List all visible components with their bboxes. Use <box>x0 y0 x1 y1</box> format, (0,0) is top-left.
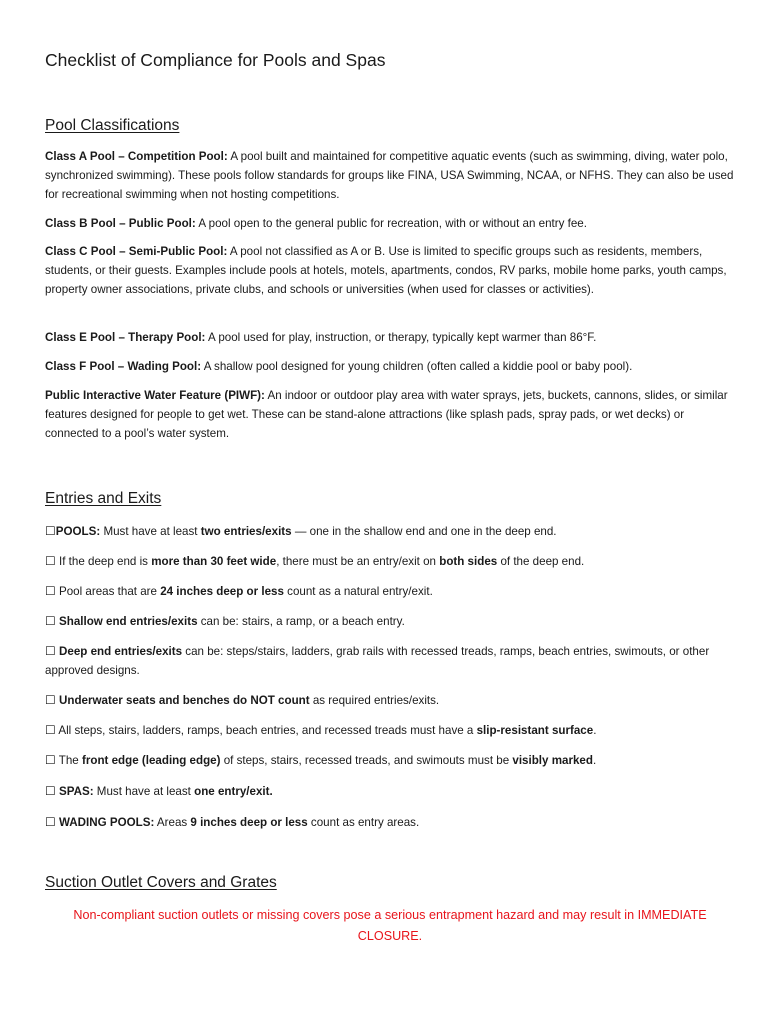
item-text: as required entries/exits. <box>309 694 440 707</box>
section-heading-pool-classifications: Pool Classifications <box>45 117 180 134</box>
checklist-item-shallow-end <box>45 612 735 631</box>
section-heading-entries-exits: Entries and Exits <box>45 490 162 507</box>
item-text: . <box>593 724 597 737</box>
checkbox-icon[interactable]: ☐ <box>45 753 56 767</box>
checklist-item-leading-edge <box>45 751 735 770</box>
item-bold-text: WADING POOLS: <box>59 816 155 829</box>
item-text: The <box>58 754 82 767</box>
classification-term: Class B Pool – Public Pool: <box>45 217 196 230</box>
closure-warning: Non-compliant suction outlets or missing covers pose a serious entrapment hazard and may result in IMMEDIATE CLOSURE. <box>73 908 707 943</box>
item-bold-text: two entries/exits <box>200 525 292 538</box>
item-bold-text: one entry/exit. <box>194 785 273 798</box>
section-heading-suction-outlets: Suction Outlet Covers and Grates <box>45 874 277 891</box>
item-bold-text: Deep end entries/exits <box>59 645 183 658</box>
item-bold-text: POOLS: <box>55 525 101 538</box>
classification-description: A pool built and maintained for competitive aquatic events (such as swimming, diving, water polo, synchronized swimming). These pools follow standards for groups like FINA, USA Swimming, NCAA, or NFHS. They can also be used for recreational swimming when not hosting competitions. <box>45 150 734 201</box>
checkbox-icon[interactable]: ☐ <box>45 524 56 538</box>
classification-class-f <box>45 357 735 376</box>
item-text: Must have at least <box>93 785 195 798</box>
classification-description: A pool open to the general public for recreation, with or without an entry fee. <box>198 217 587 230</box>
checklist-item-wading-pools <box>45 813 735 832</box>
item-text: Must have at least <box>100 525 201 538</box>
item-bold-text: more than 30 feet wide <box>151 555 277 568</box>
item-bold-text: both sides <box>439 555 498 568</box>
item-text: count as entry areas. <box>307 816 420 829</box>
checklist-item-deep-end-width <box>45 552 735 571</box>
checkbox-icon[interactable]: ☐ <box>45 784 56 798</box>
checklist-item-slip-resistant <box>45 721 735 740</box>
item-text: . <box>592 754 597 767</box>
checklist-item-underwater-seats <box>45 691 735 710</box>
checkbox-icon[interactable]: ☐ <box>45 584 56 598</box>
item-bold-text: visibly marked <box>512 754 593 767</box>
checkbox-icon[interactable]: ☐ <box>45 815 56 829</box>
item-text: count as a natural entry/exit. <box>283 585 433 598</box>
classification-term: Class E Pool – Therapy Pool: <box>45 331 206 344</box>
checklist-item-pools <box>45 522 735 541</box>
checkbox-icon[interactable]: ☐ <box>45 723 56 737</box>
item-text: Areas <box>154 816 191 829</box>
checklist-item-natural-entry <box>45 582 735 601</box>
classification-class-a <box>45 147 735 204</box>
classification-description: A pool not classified as A or B. Use is limited to specific groups such as residents, members, students, or their guests. Examples include pools at hotels, motels, apartments, condos, RV parks, mobile home parks, youth camps, property owner associations, private clubs, and schools or universities (when used for classes or activities). <box>45 245 727 296</box>
classification-term: Class A Pool – Competition Pool: <box>45 150 228 163</box>
item-bold-text: 24 inches deep or less <box>160 585 284 598</box>
classification-term: Class C Pool – Semi-Public Pool: <box>45 245 228 258</box>
item-text: Pool areas that are <box>59 585 161 598</box>
classification-class-e <box>45 328 735 347</box>
classification-piwf <box>45 386 735 443</box>
classification-term: Public Interactive Water Feature (PIWF): <box>45 389 265 402</box>
item-bold-text: SPAS: <box>59 785 94 798</box>
checkbox-icon[interactable]: ☐ <box>45 644 56 658</box>
item-bold-text: 9 inches deep or less <box>190 816 308 829</box>
checklist-item-deep-end <box>45 642 735 680</box>
item-bold-text: Shallow end entries/exits <box>59 615 198 628</box>
item-text: can be: stairs, a ramp, or a beach entry. <box>197 615 405 628</box>
classification-description: A shallow pool designed for young children (often called a kiddie pool or baby pool). <box>203 360 633 373</box>
checkbox-icon[interactable]: ☐ <box>45 554 56 568</box>
item-bold-text: front edge (leading edge) <box>81 754 221 767</box>
item-text: can be: steps/stairs, ladders, grab rails with recessed treads, ramps, beach entries, swimouts, or other approved designs. <box>45 645 710 677</box>
item-text: — one in the shallow end and one in the deep end. <box>291 525 557 538</box>
document-title: Checklist of Compliance for Pools and Spas <box>45 50 386 70</box>
item-text: All steps, stairs, ladders, ramps, beach entries, and recessed treads must have a <box>58 724 477 737</box>
item-text: , there must be an entry/exit on <box>276 555 440 568</box>
item-bold-text: slip-resistant surface <box>476 724 594 737</box>
item-text: of the deep end. <box>497 555 585 568</box>
item-bold-text: Underwater seats and benches do NOT count <box>59 694 310 707</box>
item-text: of steps, stairs, recessed treads, and swimouts must be <box>220 754 513 767</box>
checkbox-icon[interactable]: ☐ <box>45 614 56 628</box>
item-text: If the deep end is <box>59 555 152 568</box>
classification-class-c <box>45 242 735 299</box>
classification-term: Class F Pool – Wading Pool: <box>45 360 202 373</box>
classification-description: A pool used for play, instruction, or therapy, typically kept warmer than 86°F. <box>208 331 597 344</box>
checklist-item-spas <box>45 782 735 801</box>
checkbox-icon[interactable]: ☐ <box>45 693 56 707</box>
classification-class-b <box>45 214 735 233</box>
classification-description: An indoor or outdoor play area with water sprays, jets, buckets, cannons, slides, or similar features designed for people to get wet. These can be stand-alone attractions (like splash pads, spray pads, or wet decks) or connected to a pool’s water system. <box>45 389 728 440</box>
